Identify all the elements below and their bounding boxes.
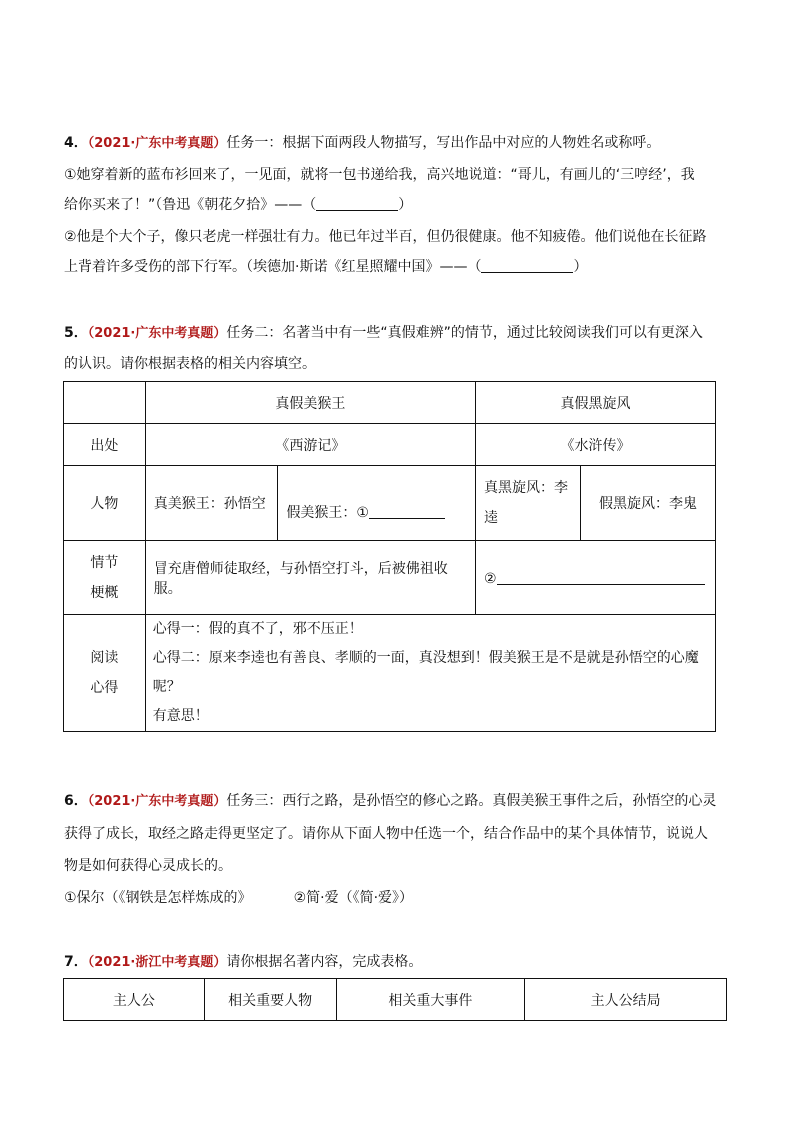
q5-prompt-line2: 的认识。请你根据表格的相关内容填空。: [64, 356, 316, 372]
q7-header-row: [64, 979, 727, 1021]
table-row-person: [64, 466, 716, 541]
q6-line3: 物是如何获得心灵成长的。: [64, 858, 232, 874]
q4-item1-text: 给你买来了！”（鲁迅《朝花夕拾》——（: [64, 197, 317, 213]
q4-answer-blank-1[interactable]: [316, 194, 398, 211]
plot-whirlwind-label: ②: [484, 571, 497, 587]
real-whirlwind-line2: 逵: [484, 510, 499, 526]
fake-monkey-king-cell: [278, 466, 476, 541]
q6-line1: 任务三：西行之路，是孙悟空的修心之路。真假美猴王事件之后，孙悟空的心灵: [226, 793, 717, 809]
source-journey-west: 《西游记》: [145, 424, 475, 466]
q4-item2-text: 上背着许多受伤的部下行军。（埃德加·斯诺《红星照耀中国》——（: [64, 259, 482, 275]
q4-heading: [64, 128, 726, 159]
q6-option-1: ①保尔（《钢铁是怎样炼成的》: [64, 890, 252, 906]
question-4: [64, 128, 726, 282]
q5-answer-blank-2[interactable]: [497, 568, 705, 585]
note-2: 心得二：原来李逵也有善良、孝顺的一面，真没想到！假美猴王是不是就是孙悟空的心魔呢？: [152, 650, 699, 695]
q4-item1-line1: ①她穿着新的蓝布衫回来了，一见面，就将一包书递给我，高兴地说道：“哥儿，有画儿的‘三哼经’，我: [64, 167, 695, 183]
q7-header-major-events: 相关重大事件: [336, 979, 525, 1021]
q6-option-2: ②简·爱（《简·爱》）: [293, 890, 414, 906]
col-header-monkey-king: 真假美猴王: [145, 382, 475, 424]
row-label-notes-line2: 心得: [90, 680, 119, 696]
real-monkey-king-cell: 真美猴王：孙悟空: [145, 466, 278, 541]
q5-source: （2021·广东中考真题）: [87, 326, 227, 341]
q5-prompt-line1: 任务二：名著当中有一些“真假难辨”的情节，通过比较阅读我们可以有更深入: [226, 325, 703, 341]
q7-prompt: 请你根据名著内容，完成表格。: [226, 954, 423, 970]
q5-answer-blank-1[interactable]: [369, 502, 445, 519]
table-row-plot: [64, 541, 716, 615]
table-header-row: [64, 382, 716, 424]
q4-prompt: 任务一：根据下面两段人物描写，写出作品中对应的人物姓名或称呼。: [226, 135, 661, 151]
q7-heading: [64, 947, 726, 978]
source-water-margin: 《水浒传》: [476, 424, 716, 466]
q7-number: 7．: [64, 954, 88, 970]
q6-line2: 获得了成长，取经之路走得更坚定了。请你从下面人物中任选一个，结合作品中的某个具体情节，说说人: [64, 826, 708, 842]
table-row-source: [64, 424, 716, 466]
q4-item2-line1: ②他是个大个子，像只老虎一样强壮有力。他已年过半百，但仍很健康。他不知疲倦。他们说他在长征路: [64, 229, 707, 245]
row-label-person: 人物: [64, 466, 146, 541]
q6-source: （2021·广东中考真题）: [87, 794, 227, 809]
q4-item1-line2: [64, 190, 726, 220]
plot-monkey-king: 冒充唐僧师徒取经，与孙悟空打斗，后被佛祖收服。: [145, 541, 475, 615]
q4-item1-close: ）: [398, 197, 413, 213]
q4-answer-blank-2[interactable]: [481, 256, 573, 273]
question-6: [64, 786, 726, 913]
row-label-plot: [64, 541, 146, 615]
table-row-notes: [64, 615, 716, 732]
row-label-notes-line1: 阅读: [90, 650, 119, 666]
table-corner-cell: [64, 382, 146, 424]
row-label-source: 出处: [64, 424, 146, 466]
q5-number: 5．: [64, 325, 88, 341]
q6-heading: [64, 786, 726, 817]
q7-header-protagonist: 主人公: [64, 979, 205, 1021]
q4-number: 4．: [64, 135, 88, 151]
fake-whirlwind-cell: 假黑旋风：李鬼: [581, 466, 716, 541]
row-label-plot-line2: 梗概: [90, 584, 119, 601]
q5-comparison-table: [63, 381, 716, 732]
real-whirlwind-line1: 真黑旋风：李: [484, 480, 569, 496]
q7-source: （2021·浙江中考真题）: [87, 955, 227, 970]
q6-options: [64, 883, 726, 913]
question-5: [64, 318, 726, 379]
col-header-black-whirlwind: 真假黑旋风: [476, 382, 716, 424]
row-label-plot-line1: 情节: [90, 554, 119, 571]
note-3: 有意思！: [152, 708, 209, 724]
real-whirlwind-cell: [476, 466, 581, 541]
question-7: [64, 947, 726, 978]
q4-item2-line2: [64, 252, 726, 282]
q4-source: （2021·广东中考真题）: [87, 136, 227, 151]
row-label-notes: [64, 615, 146, 732]
q5-heading: [64, 318, 726, 349]
q7-header-ending: 主人公结局: [525, 979, 727, 1021]
fake-monkey-king-label: 假美猴王：①: [286, 505, 369, 521]
reading-notes-cell: [145, 615, 715, 732]
q7-header-related-people: 相关重要人物: [204, 979, 336, 1021]
q6-number: 6．: [64, 793, 88, 809]
plot-whirlwind-cell: [476, 541, 716, 615]
note-1: 心得一：假的真不了，邪不压正！: [152, 621, 363, 637]
q4-item2-close: ）: [573, 259, 588, 275]
q7-table: [63, 978, 727, 1021]
